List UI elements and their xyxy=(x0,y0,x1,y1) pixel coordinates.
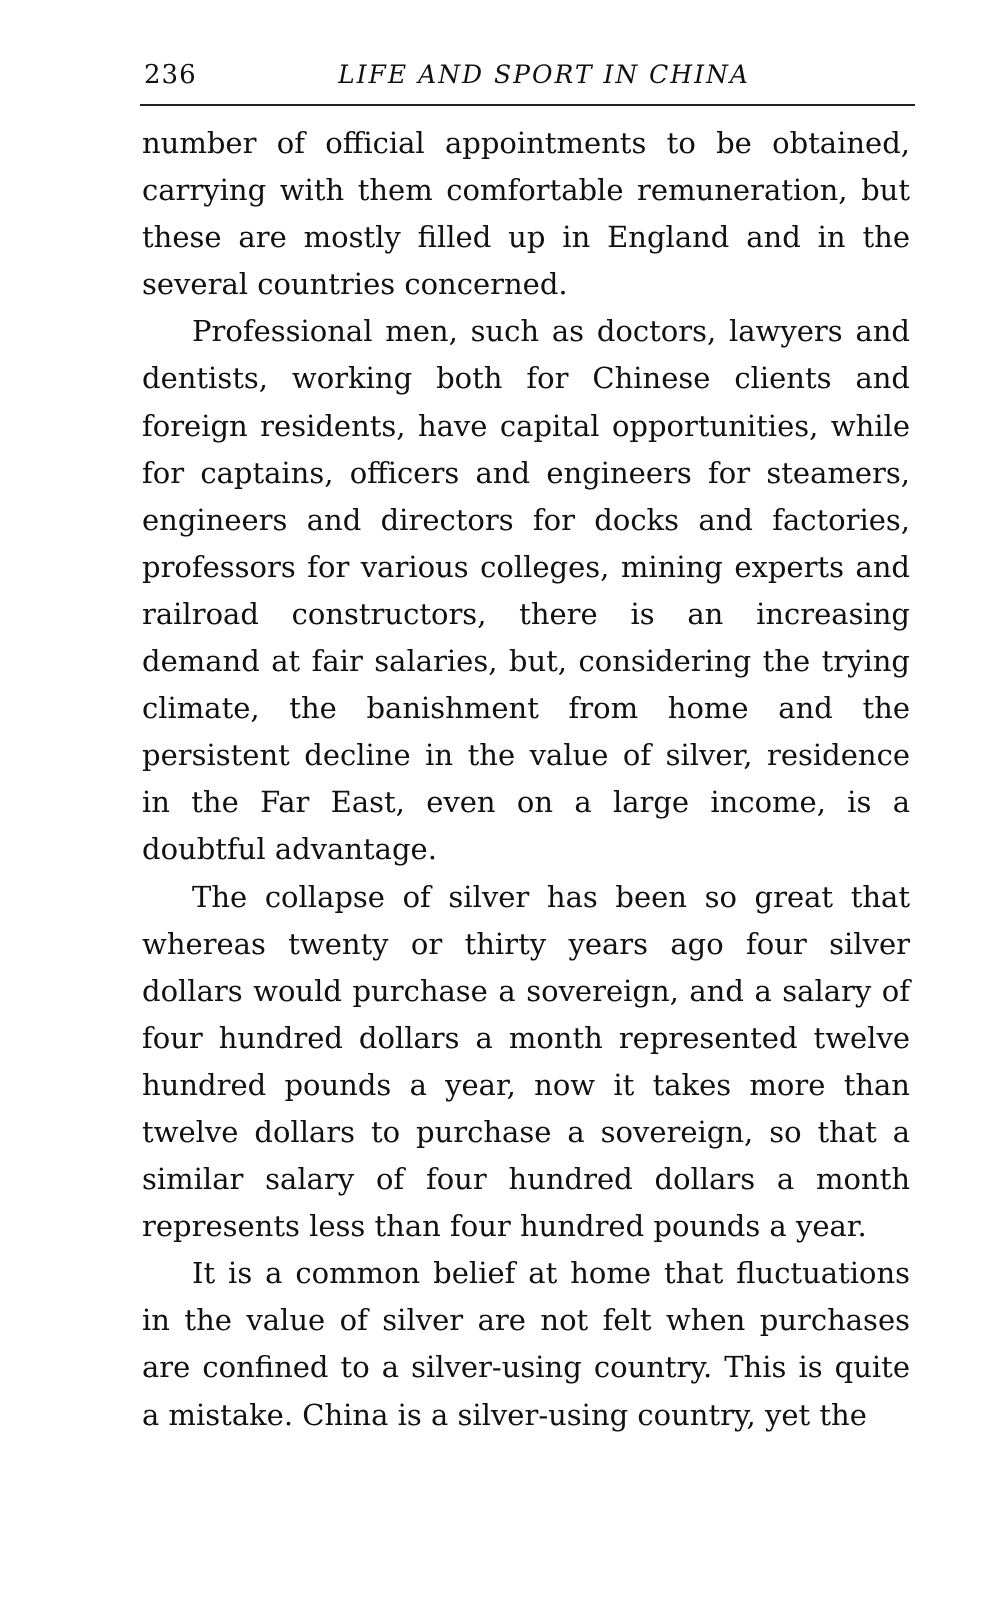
paragraph-continued: number of official appointments to be obtained, carrying with them comfortable remuneration, but these are mostly filled up in England and in the several countries concerned. xyxy=(142,126,910,302)
page-header xyxy=(140,54,920,98)
paragraph-common-belief: It is a common belief at home that fluctuations in the value of silver are not felt when purchases are confined to a silver-using country. This is quite a mistake. China is a silver-using country, yet the xyxy=(142,1256,910,1432)
running-title: LIFE AND SPORT IN CHINA xyxy=(338,60,750,89)
body-text xyxy=(142,120,910,1439)
page-number: 236 xyxy=(144,60,197,90)
paragraph-collapse-of-silver: The collapse of silver has been so great that whereas twenty or thirty years ago four silver dollars would purchase a sovereign, and a salary of four hundred dollars a month represented twelve hundred pounds a year, now it takes more than twelve dollars to purchase a sovereign, so that a similar salary of four hundred dollars a month represents less than four hundred pounds a year. xyxy=(142,879,910,1244)
paragraph-professional-men: Professional men, such as doctors, lawyers and dentists, working both for Chinese clients and foreign residents, have capital opportunities, while for captains, officers and engineers for steamers, engineers and directors for docks and factories, professors for various colleges, mining experts and railroad constructors, there is an increasing demand at fair salaries, but, considering the trying climate, the banishment from home and the persistent decline in the value of silver, residence in the Far East, even on a large income, is a doubtful advantage. xyxy=(142,314,910,867)
header-rule xyxy=(140,104,915,106)
